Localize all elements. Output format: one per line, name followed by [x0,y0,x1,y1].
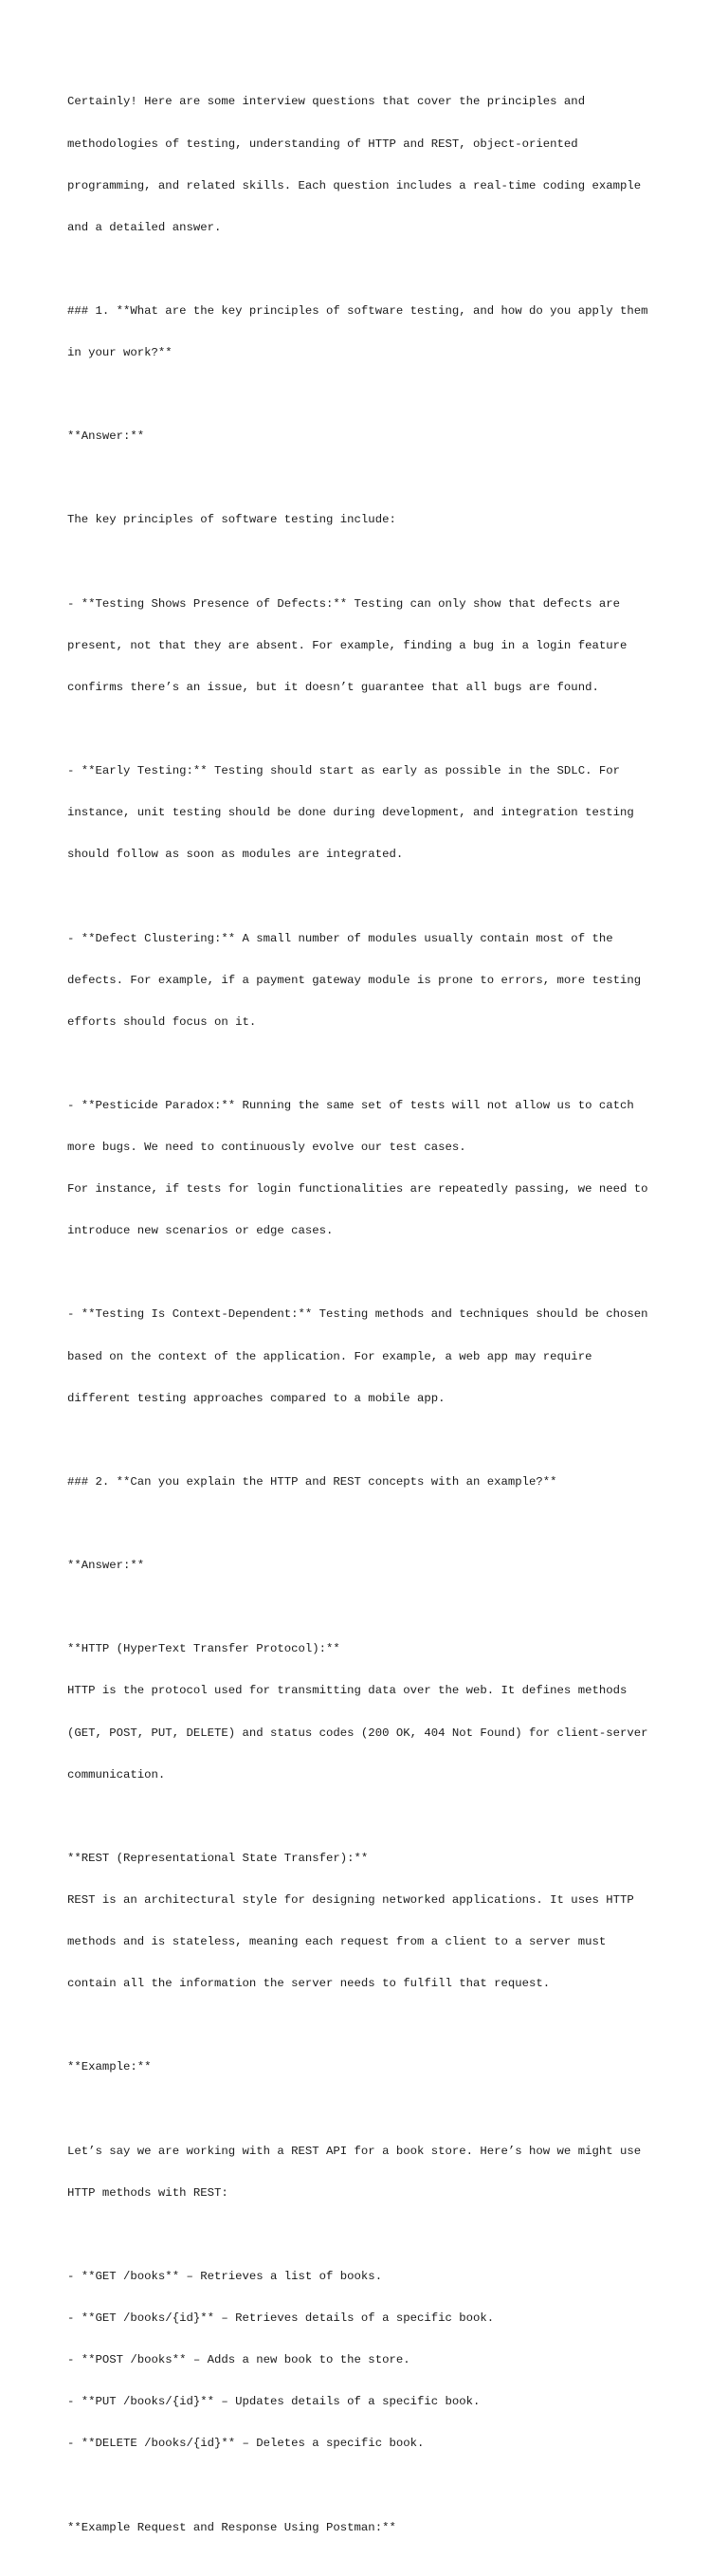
text-line: ### 2. **Can you explain the HTTP and REST concepts with an example?** [67,1474,557,1489]
list-item: - **GET /books/{id}** – Retrieves details of a specific book. [67,2311,495,2325]
principle-context-dependent [67,1280,674,1434]
text-line: methods and is stateless, meaning each request from a client to a server must [67,1935,607,1949]
question-2-heading [67,1447,674,1517]
text-line: present, not that they are absent. For example, finding a bug in a login feature [67,638,628,652]
text-line: programming, and related skills. Each question includes a real-time coding example [67,178,642,192]
text-line: communication. [67,1767,166,1781]
text-line: HTTP methods with REST: [67,2185,228,2200]
text-line: **Answer:** [67,1559,145,1573]
text-line: different testing approaches compared to a mobile app. [67,1391,446,1405]
text-line: For instance, if tests for login functionalities are repeatedly passing, we need to [67,1182,648,1197]
text-line: **REST (Representational State Transfer):** [67,1851,369,1865]
list-item: - **PUT /books/{id}** – Updates details of a specific book. [67,2395,481,2409]
text-line: contain all the information the server needs to fulfill that request. [67,1977,551,1991]
question-1-heading [67,277,674,389]
text-line: (GET, POST, PUT, DELETE) and status codes (200 OK, 404 Not Found) for client-server [67,1726,648,1740]
answer-label [67,402,674,472]
text-line: defects. For example, if a payment gateway module is prone to errors, more testing [67,973,642,987]
text-line: - **Testing Is Context-Dependent:** Testing methods and techniques should be chosen [67,1307,648,1322]
principle-early-testing [67,737,674,890]
list-item: - **GET /books** – Retrieves a list of books. [67,2269,383,2283]
postman-example-heading [67,2493,674,2563]
text-line: ### 1. **What are the key principles of software testing, and how do you apply them [67,303,648,318]
example-intro [67,2116,674,2228]
rest-definition [67,1823,674,2019]
http-definition [67,1615,674,1810]
principle-defect-clustering [67,904,674,1057]
text-line: - **Pesticide Paradox:** Running the same set of tests will not allow us to catch [67,1098,634,1112]
text-line: in your work?** [67,346,173,360]
text-line: - **Defect Clustering:** A small number of modules usually contain most of the [67,931,613,945]
document-page [67,67,674,2576]
principles-intro [67,485,674,556]
text-line: efforts should focus on it. [67,1014,257,1029]
text-line: HTTP is the protocol used for transmitting data over the web. It defines methods [67,1684,628,1698]
answer-label [67,1531,674,1601]
text-line: introduce new scenarios or edge cases. [67,1224,334,1238]
text-line: The key principles of software testing include: [67,513,396,527]
intro-paragraph [67,67,674,263]
text-line: and a detailed answer. [67,220,222,234]
text-line: **Example Request and Response Using Postman:** [67,2520,396,2534]
text-line: more bugs. We need to continuously evolve our test cases. [67,1141,466,1155]
text-line: methodologies of testing, understanding of HTTP and REST, object-oriented [67,137,578,151]
text-line: REST is an architectural style for designing networked applications. It uses HTTP [67,1892,634,1907]
text-line: instance, unit testing should be done during development, and integration testing [67,806,634,820]
text-line: - **Testing Shows Presence of Defects:** Testing can only show that defects are [67,596,620,611]
text-line: based on the context of the application. For example, a web app may require [67,1349,592,1363]
text-line: **HTTP (HyperText Transfer Protocol):** [67,1642,340,1656]
text-line: confirms there’s an issue, but it doesn’t guarantee that all bugs are found. [67,680,599,694]
list-item: - **POST /books** – Adds a new book to the store. [67,2353,410,2367]
text-line: **Example:** [67,2060,152,2074]
text-line: Let’s say we are working with a REST API for a book store. Here’s how we might use [67,2144,642,2158]
example-label [67,2033,674,2103]
text-line: **Answer:** [67,429,145,444]
text-line: should follow as soon as modules are integrated. [67,848,404,862]
principle-presence-of-defects [67,569,674,722]
text-line: - **Early Testing:** Testing should start as early as possible in the SDLC. For [67,764,620,778]
list-item: - **DELETE /books/{id}** – Deletes a specific book. [67,2437,425,2451]
http-methods-list [67,2241,674,2478]
principle-pesticide-paradox [67,1071,674,1267]
text-line: Certainly! Here are some interview questions that cover the principles and [67,95,586,109]
